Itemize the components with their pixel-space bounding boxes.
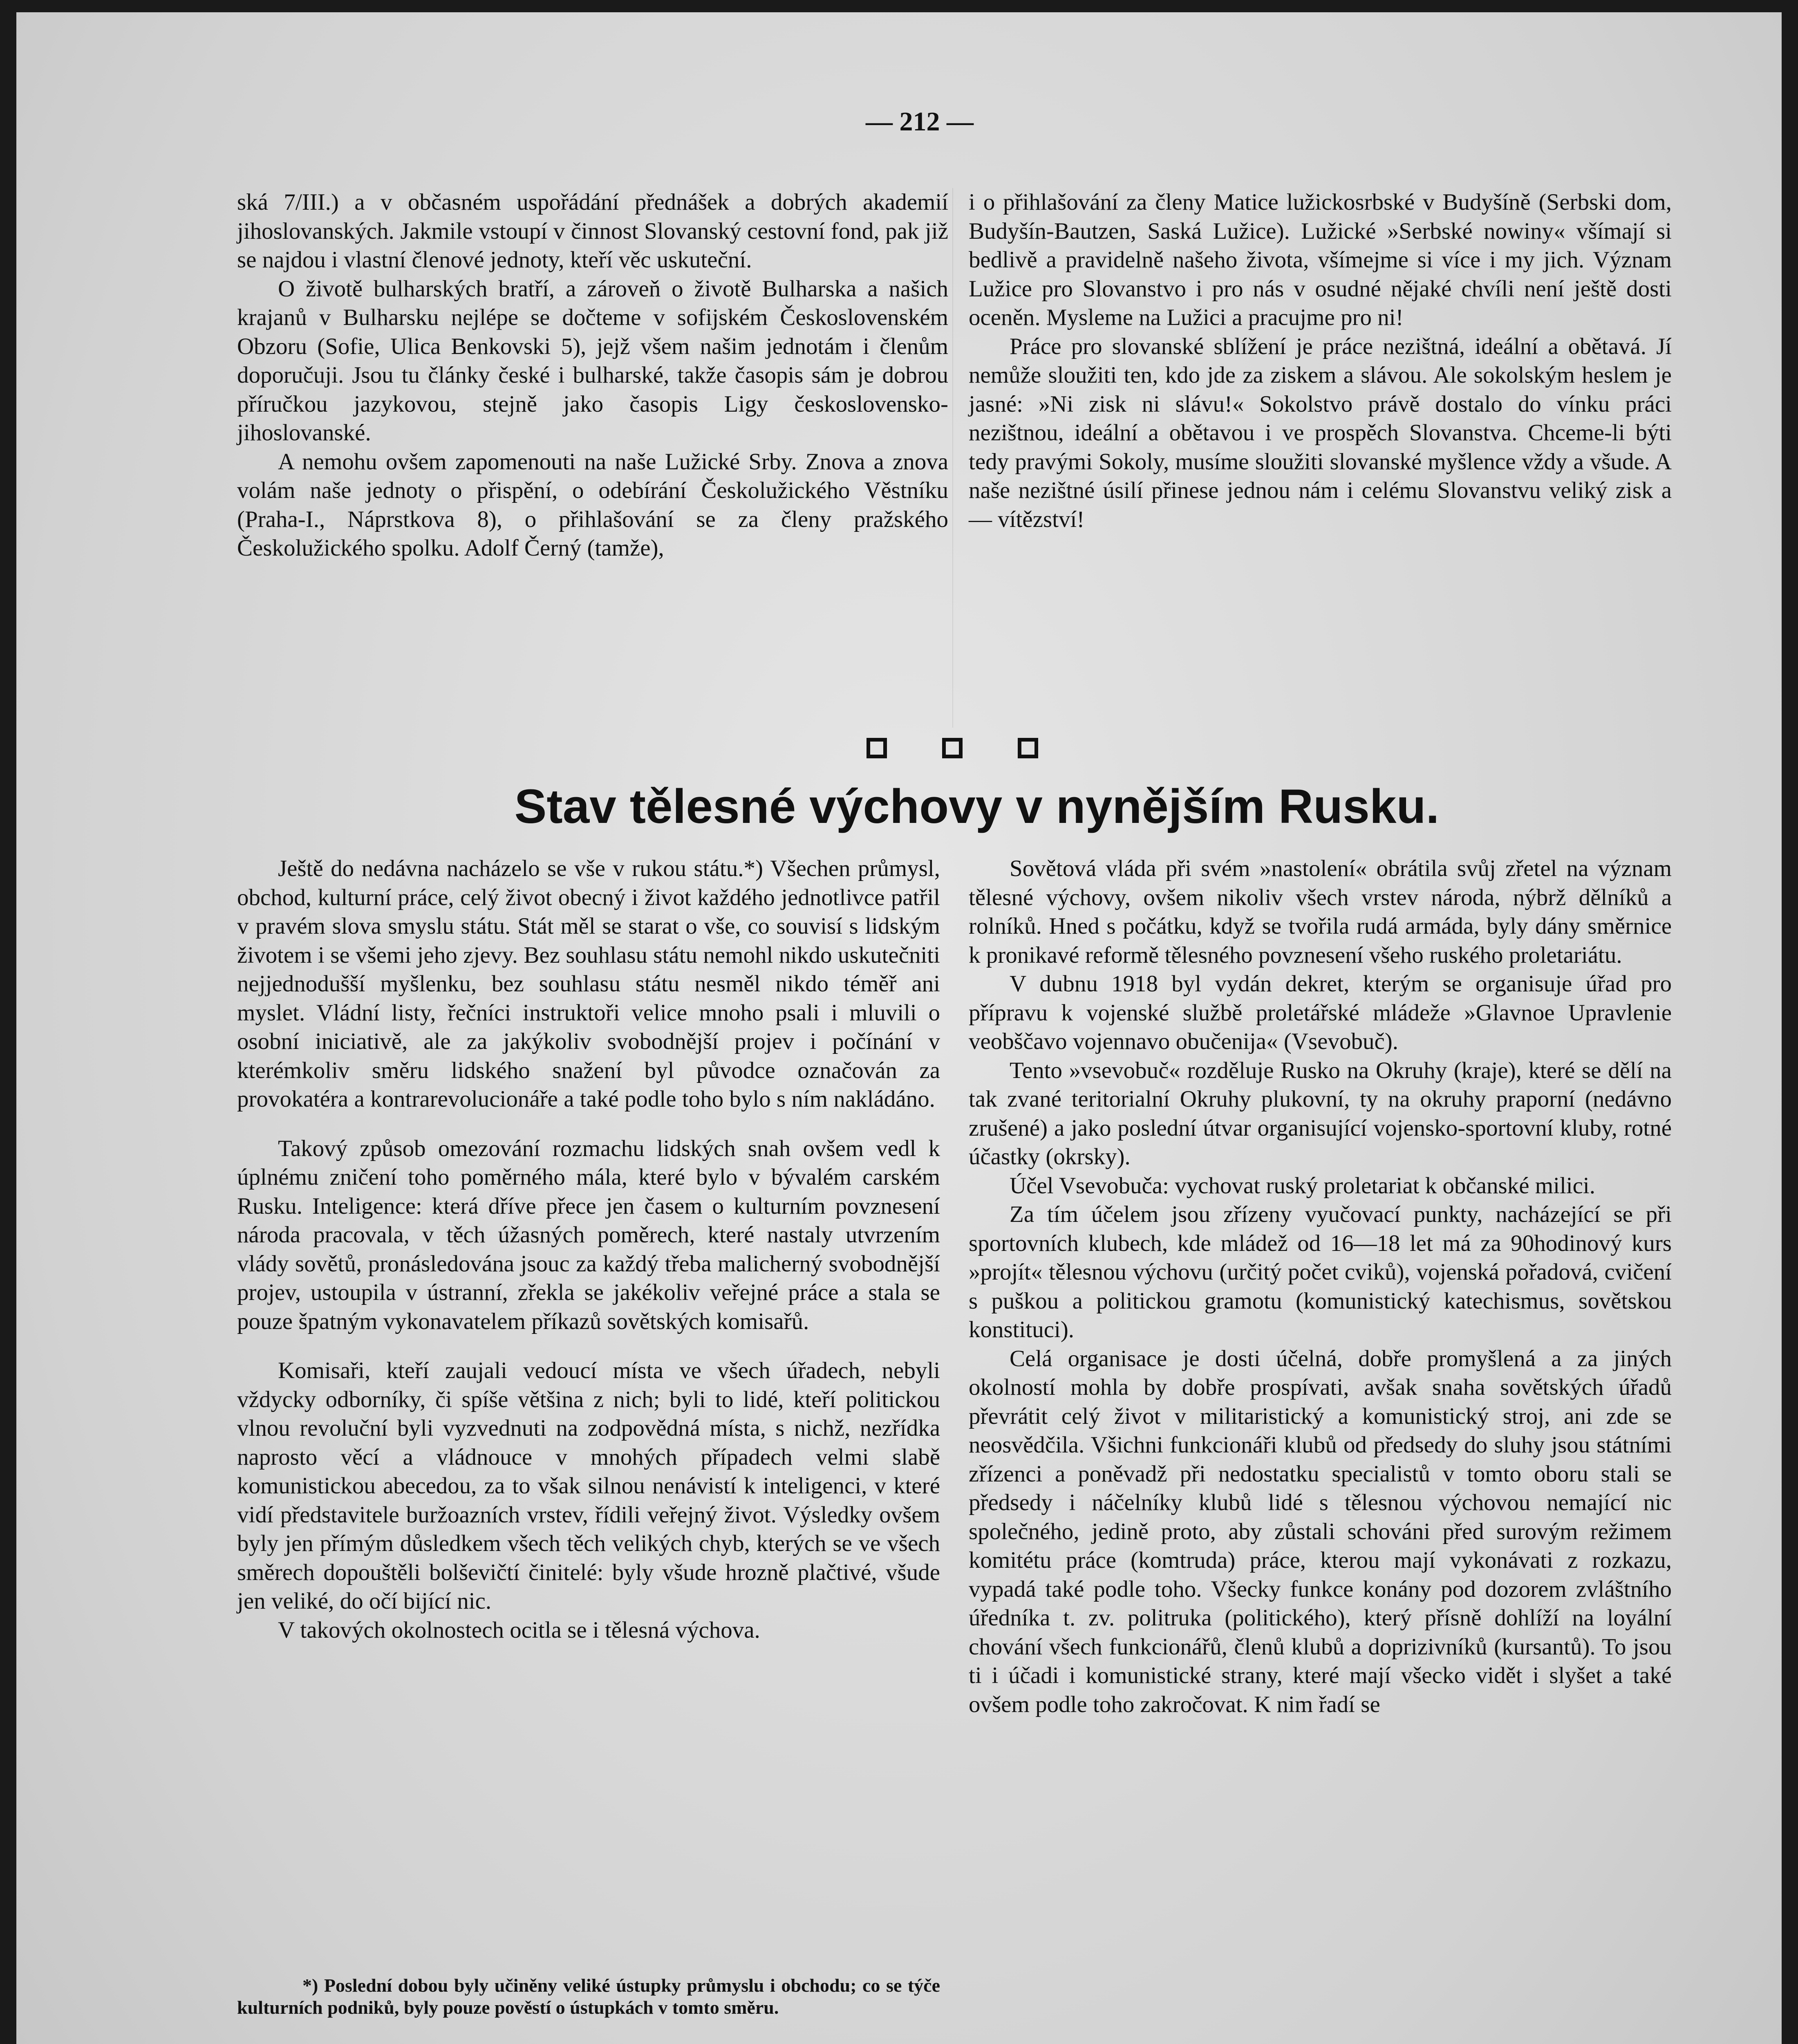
paragraph: Komisaři, kteří zaujali vedoucí místa ve všech úřadech, nebyli vždycky odborníky, či spíše většina z nich; byli to lidé, kteří politickou vlnou revoluční byli vyzvednuti na zodpovědná místa, s nichž, nezřídka naprosto věcí a vládnouce v mnohých případech velmi slabě komunistickou abecedou, za to však silnou nenávistí k inteligenci, v které vidí představitele buržoazních vrstev, řídili veřejný život. Výsledky ovšem byly jen přímým důsledkem všech těch velikých chyb, kterých se ve všech směrech dopouštěli bolševičtí činitelé: byly všude hrozně plačtivé, všude jen veliké, do očí bijící nic. — [237, 1358, 940, 1614]
section-divider-ornament — [867, 734, 1038, 762]
square-ornament-icon — [1018, 738, 1038, 758]
paragraph: V dubnu 1918 byl vydán dekret, kterým se organisuje úřad pro přípravu k vojenské službě proletářské mládeže »Glavnoe Upravlenie veobščavo vojennavo obučenija« (Vsevobuč). — [969, 971, 1672, 1054]
paragraph: Sovětová vláda při svém »nastolení« obrátila svůj zřetel na význam tělesné výchovy, ovšem nikoliv všech vrstev národa, nýbrž dělníků a rolníků. Hned s počátku, když se tvořila rudá armáda, byly dány směrnice k pronikavé reformě tělesného povznesení všeho ruského proletariátu. — [969, 856, 1672, 968]
page-number: — 212 — — [866, 107, 974, 137]
page — [16, 12, 1782, 2044]
paragraph: ská 7/III.) a v občasném uspořádání přednášek a dobrých akademií jihoslovanských. Jakmile vstoupí v činnost Slovanský cestovní fond, pak již se najdou i vlastní členové jednoty, kteří věc uskuteční. — [237, 189, 948, 273]
paragraph: Za tím účelem jsou zřízeny vyučovací punkty, nacházející se při sportovních klubech, kde mládež od 16—18 let má za 90hodinový kurs »projít« tělesnou výchovu (určitý počet cviků), vojenská pořadová, cvičení s puškou a politickou gramotu (komunistický katechismus, sovětskou konstituci). — [969, 1201, 1672, 1342]
bottom-right-column — [969, 854, 1672, 1719]
column-gutter — [952, 188, 953, 728]
paragraph: Takový způsob omezování rozmachu lidských snah ovšem vedl k úplnému zničení toho poměrného mála, které bylo v bývalém carském Rusku. Inteligence: která dříve přece jen časem o kulturním povznesení národa pracovala, v těch úžasných poměrech, které nastaly utvrzením vlády sovětů, pronásledována jsouc za každý třeba malicherný svobodnější projev, ustoupila v ústranní, zřekla se jakékoliv veřejné práce a stala se pouze špatným vykonavatelem příkazů sovětských komisařů. — [237, 1135, 940, 1334]
footnote — [237, 1975, 940, 2019]
top-left-column — [237, 188, 948, 563]
paragraph: Tento »vsevobuč« rozděluje Rusko na Okruhy (kraje), které se dělí na tak zvané teritorialní Okruhy plukovní, ty na okruhy praporní (nedávno zrušené) a jako poslední útvar organisující vojensko-sportovní kluby, rotné účastky (okrsky). — [969, 1057, 1672, 1170]
footnote-text: *) Poslední dobou byly učiněny veliké ústupky průmyslu i obchodu; co se týče kulturních podniků, byly pouze pověstí o ústupkách v tomto směru. — [237, 1975, 940, 2018]
top-right-column — [969, 188, 1672, 534]
square-ornament-icon — [867, 738, 887, 758]
paragraph: Celá organisace je dosti účelná, dobře promyšlená a za jiných okolností mohla by dobře prospívati, avšak snaha sovětských úřadů převrátit celý život v militaristický a komunistický stroj, ani zde se neosvědčila. Všichni funkcionáři klubů od předsedy do sluhy jsou státními zřízenci a poněvadž při nedostatku specialistů v tomto oboru stali se předsedy i náčelníky klubů lidé s tělesnou výchovou nemající nic společného, jedině proto, aby zůstali schováni před surovým režimem komitétu práce (komtruda) práce, kterou mají vykonávati z rozkazu, vypadá také podle toho. Všecky funkce konány pod dozorem zvláštního úředníka t. zv. politruka (politického), který přísně dohlíží na loyální chování všech funkcionářů, členů klubů a doprizivníků (kursantů). To jsou ti i účadi i komunistické strany, které mají všecko vidět i slyšet a také ovšem podle toho zakročovat. K nim řadí se — [969, 1345, 1672, 1717]
paragraph: A nemohu ovšem zapomenouti na naše Lužické Srby. Znova a znova volám naše jednoty o přispění, o odebírání Českolužického Věstníku (Praha-I., Náprstkova 8), o přihlašování se za členy pražského Českolužického spolku. Adolf Černý (tamže), — [237, 448, 948, 561]
paragraph: Účel Vsevobuča: vychovat ruský proletariat k občanské milici. — [1010, 1172, 1596, 1199]
square-ornament-icon — [942, 738, 963, 758]
paragraph: V takových okolnostech ocitla se i tělesná výchova. — [278, 1617, 760, 1643]
paragraph: Práce pro slovanské sblížení je práce nezištná, ideální a obětavá. Jí nemůže sloužiti ten, kdo jde za ziskem a slávou. Ale sokolským heslem je jasné: »Ni zisk ni slávu!« Sokolstvo právě dostalo do vínku práci nezištnou, ideální a obětavou i ve prospěch Slovanstva. Chceme-li býti tedy pravými Sokoly, musíme sloužiti slovanské myšlence vždy a všude. A naše nezištné úsilí přinese jednou nám i celému Slovanstvu veliký zisk a — vítězství! — [969, 333, 1672, 532]
bottom-left-column — [237, 854, 940, 1645]
article-heading: Stav tělesné výchovy v nynějším Rusku. — [514, 780, 1440, 834]
paragraph: i o přihlašování za členy Matice lužickosrbské v Budyšíně (Serbski dom, Budyšín-Bautzen, Saská Lužice). Lužické »Serbské nowiny« všímají si bedlivě a pravidelně našeho života, všímejme si více i my jich. Význam Lužice pro Slovanstvo i pro nás v osudné nějaké chvíli není ještě dosti oceněn. Mysleme na Lužici a pracujme pro ni! — [969, 189, 1672, 330]
paragraph: Ještě do nedávna nacházelo se vše v rukou státu.*) Všechen průmysl, obchod, kulturní práce, celý život obecný i život každého jednotlivce patřil v pravém slova smyslu státu. Stát měl se starat o vše, co souvisí s lidským životem i se všemi jeho zjevy. Bez souhlasu státu nemohl nikdo uskutečniti nejjednodušší myšlenku, bez souhlasu státu nesměl nikdo téměř ani myslet. Vládní listy, řečníci instruktoři velice mnoho psali i mluvili o osobní iniciativě, ale za jakýkoliv svobodnější projev i počínání v kterémkoliv směru lidského snažení byl původce označován za provokatéra a kontrarevolucionáře a také podle toho bylo s ním nakládáno. — [237, 856, 940, 1112]
paragraph: O životě bulharských bratří, a zároveň o životě Bulharska a našich krajanů v Bulharsku nejlépe se dočteme v sofijském Československém Obzoru (Sofie, Ulica Benkovski 5), jejž všem našim jednotám i členům doporučuji. Jsou tu články české i bulharské, takže časopis sám je dobrou příručkou jazykovou, stejně jako časopis Ligy československo-jihoslovanské. — [237, 276, 948, 446]
